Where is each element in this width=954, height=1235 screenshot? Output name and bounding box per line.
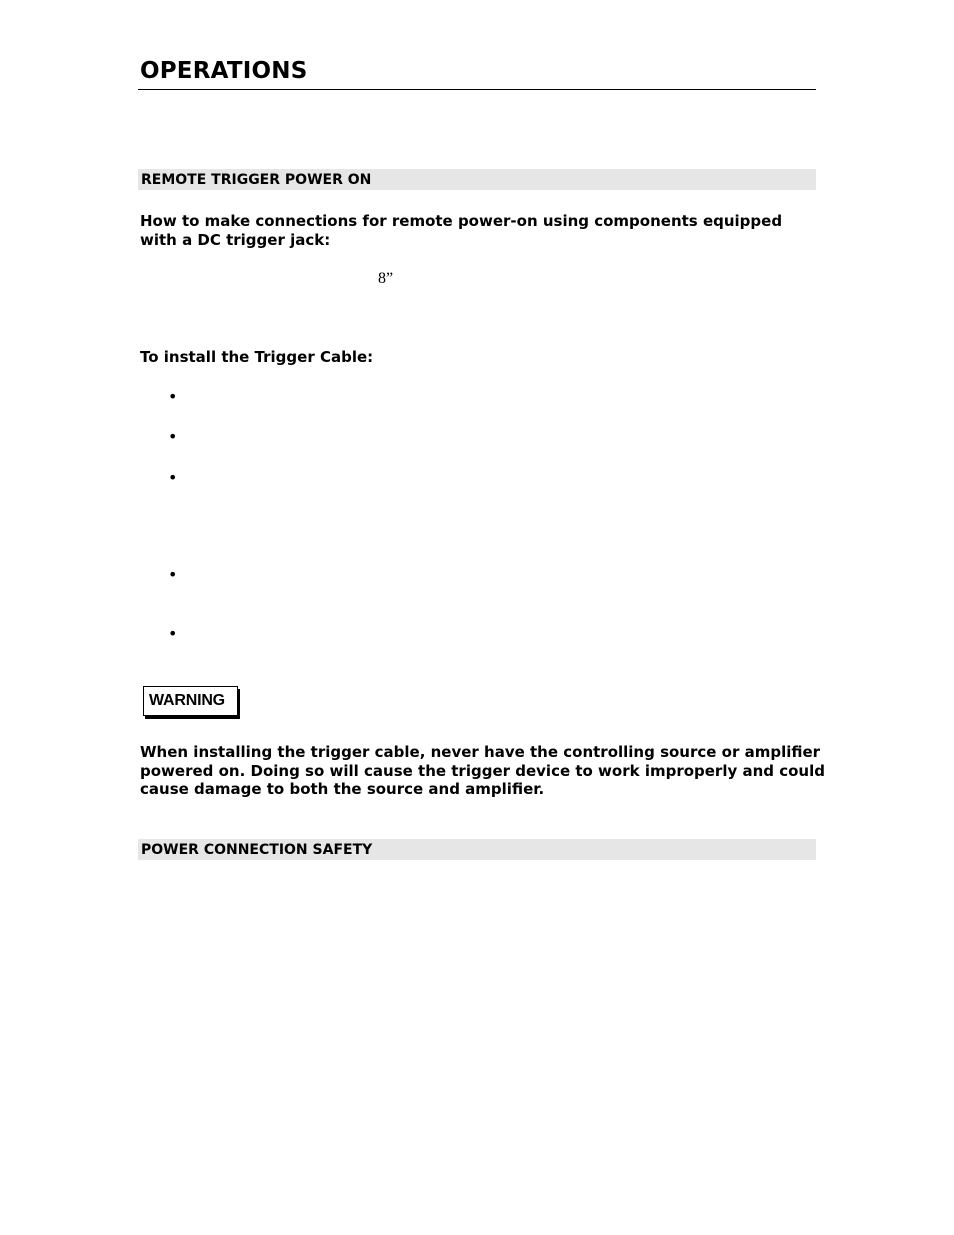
bullet-marker: • [168,624,178,643]
intro-paragraph: How to make connections for remote power-on using components equipped with a DC trigger jack: [140,212,783,249]
bullet-marker: • [168,468,178,487]
section-heading-power-safety: POWER CONNECTION SAFETY [141,842,373,858]
warning-paragraph: When installing the trigger cable, never have the controlling source or amplifier powered on. Doing so will cause the trigger device to work improperly and could cause damage to both the source and amplifier. [140,743,825,798]
warning-badge-label: WARNING [149,692,225,709]
bullet-marker: • [168,387,178,406]
page-title: OPERATIONS [140,58,308,84]
bullet-marker: • [168,565,178,584]
install-heading: To install the Trigger Cable: [140,348,374,366]
bullet-marker: • [168,427,178,446]
title-divider [138,89,816,90]
measurement-label: 8” [378,270,394,287]
section-header-remote-trigger [138,169,816,190]
section-heading-remote-trigger: REMOTE TRIGGER POWER ON [141,172,372,188]
section-header-power-safety [138,839,816,860]
warning-badge [143,686,238,716]
